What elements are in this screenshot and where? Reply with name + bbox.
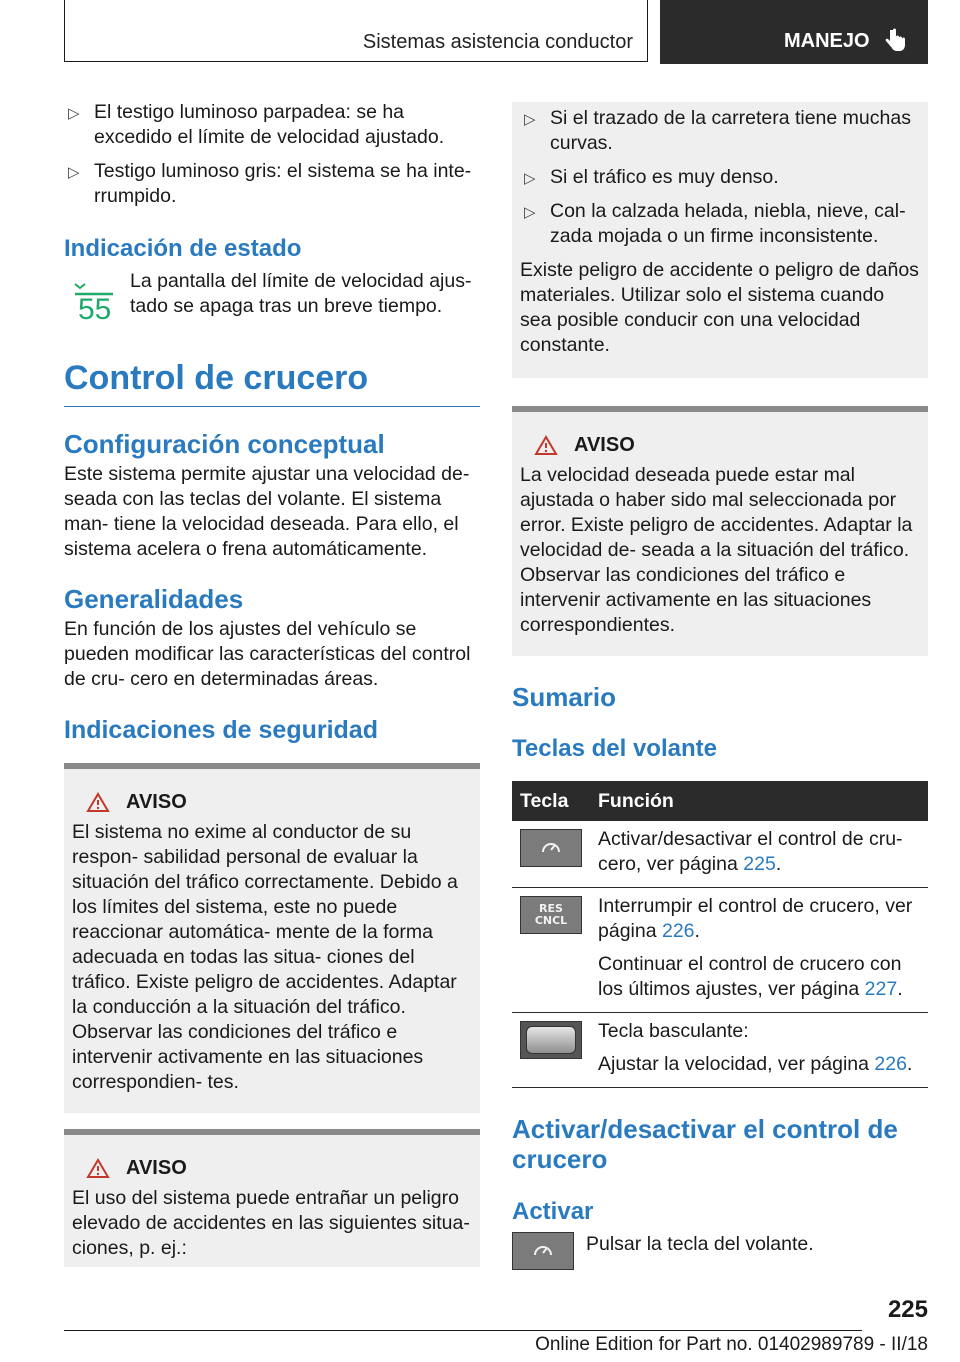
general-text: En función de los ajustes del vehículo se pueden modificar las características del control de cru‐ cero en determinadas áreas. <box>64 618 471 690</box>
page-title: Control de crucero <box>64 359 480 407</box>
triangle-bullet-icon: ▷ <box>68 105 80 122</box>
steering-keys-table <box>512 781 928 1088</box>
page-link[interactable]: 226 <box>661 920 695 942</box>
triangle-bullet-icon: ▷ <box>524 204 536 221</box>
warning-header <box>86 1157 472 1180</box>
table-row: Tecla basculante: Ajustar la velocidad, ver página 226. <box>512 1013 928 1088</box>
left-column <box>64 100 480 1267</box>
edition-info: Online Edition for Part no. 01402989789 - II/18 <box>535 1334 928 1355</box>
table-header-row <box>512 781 928 821</box>
activar-text: Pulsar la tecla del volante. <box>586 1233 814 1255</box>
warning-label: AVISO <box>126 1157 187 1179</box>
warning-box <box>512 406 928 656</box>
list-item: ▷ Testigo luminoso gris: el sistema se ha inte‐ rrumpido. <box>68 160 472 207</box>
concept-text: Este sistema permite ajustar una velocidad de‐ seada con las teclas del volante. El sistema man‐ tiene la velocidad deseada. Para ello, el sistema acelera o frena automáticamente. <box>64 463 470 560</box>
col-key-header: Tecla <box>512 781 590 821</box>
list-item: ▷ Si el trazado de la carretera tiene muchas curvas. <box>524 107 911 154</box>
footer-divider <box>64 1330 862 1331</box>
table-row: Activar/desactivar el control de cru‐ cero, ver página 225. <box>512 821 928 888</box>
page-link[interactable]: 226 <box>874 1053 907 1075</box>
cruise-control-button-icon <box>520 829 582 867</box>
triangle-bullet-icon: ▷ <box>524 111 536 128</box>
warning-text: El sistema no exime al conductor de su respon‐ sabilidad personal de evaluar la situación del tráfico correctamente. Debido a los límites del sistema, este no puede reaccionar automática‐ mente de la forma adecuada en todas las situa‐ ciones del tráfico. Existe peligro de accidentes. Adaptar la conducción a la situación del tráfico. Observar las condiciones del tráfico e intervenir activamente en las situaciones correspondien‐ tes. <box>72 821 458 1093</box>
indicator-bullets <box>64 100 480 209</box>
page-link[interactable]: 227 <box>864 978 898 1000</box>
activar-row <box>512 1232 928 1270</box>
status-heading: Indicación de estado <box>64 235 302 262</box>
summary-heading: Sumario <box>512 682 617 712</box>
list-item: ▷ Si el tráfico es muy denso. <box>520 165 920 190</box>
warning-triangle-icon <box>86 1158 110 1179</box>
cruise-control-button-icon <box>512 1232 574 1270</box>
general-heading: Generalidades <box>64 584 244 614</box>
rocker-switch-icon <box>520 1021 582 1059</box>
chapter-title: Sistemas asistencia conductor <box>64 0 648 62</box>
activar-heading: Activar <box>512 1198 594 1225</box>
warning-header <box>86 791 472 814</box>
situation-bullets <box>520 106 920 249</box>
col-function-header: Función <box>590 781 928 821</box>
table-row: RES CNCL Interrumpir el control de crucero, ver página 226. Continuar el control de crucero con los últimos ajustes, ver página 227. <box>512 888 928 1013</box>
warning-triangle-icon <box>86 792 110 813</box>
warning-label: AVISO <box>574 434 635 456</box>
list-item: ▷ El testigo luminoso parpadea: se ha excedido el límite de velocidad ajustado. <box>68 101 445 148</box>
speed-limit-indicator-icon: 55 <box>64 269 130 329</box>
page-header <box>64 0 928 64</box>
warning-box <box>64 1129 480 1267</box>
right-column <box>512 102 928 1270</box>
danger-text: Existe peligro de accidente o peligro de daños materiales. Utilizar solo el sistema cuando sea posible conducir con una velocidad constante. <box>520 259 919 356</box>
section-label: MANEJO <box>784 30 870 52</box>
concept-heading: Configuración conceptual <box>64 429 385 459</box>
warning-text: La velocidad deseada puede estar mal ajustada o haber sido mal seleccionada por error. Existe peligro de accidentes. Adaptar la velocidad de‐ seada a la situación del tráfico. Observar las condiciones del tráfico e intervenir activamente en las situaciones correspondientes. <box>520 464 913 636</box>
warning-continuation-box <box>512 102 928 378</box>
status-text: La pantalla del límite de velocidad ajus‐ tado se apaga tras un breve tiempo. <box>130 270 472 317</box>
section-tab <box>660 0 928 64</box>
hand-pointer-icon <box>884 28 906 54</box>
page-link[interactable]: 225 <box>743 853 776 875</box>
warning-label: AVISO <box>126 791 187 813</box>
page-number: 225 <box>887 1296 928 1323</box>
warning-text: El uso del sistema puede entrañar un peligro elevado de accidentes en las siguientes situa‐ ciones, p. ej.: <box>72 1187 470 1259</box>
warning-header <box>534 434 920 457</box>
triangle-bullet-icon: ▷ <box>68 164 80 181</box>
list-item: ▷ Con la calzada helada, niebla, nieve, cal‐ zada mojada o un firme inconsistente. <box>524 200 906 247</box>
activate-heading: Activar/desactivar el control de crucero <box>512 1114 898 1174</box>
safety-heading: Indicaciones de seguridad <box>64 716 378 744</box>
warning-box <box>64 763 480 1113</box>
warning-triangle-icon <box>534 435 558 456</box>
triangle-bullet-icon: ▷ <box>524 170 536 187</box>
status-row <box>64 269 480 329</box>
res-cncl-button-icon: RES CNCL <box>520 896 582 934</box>
keys-heading: Teclas del volante <box>512 735 717 762</box>
